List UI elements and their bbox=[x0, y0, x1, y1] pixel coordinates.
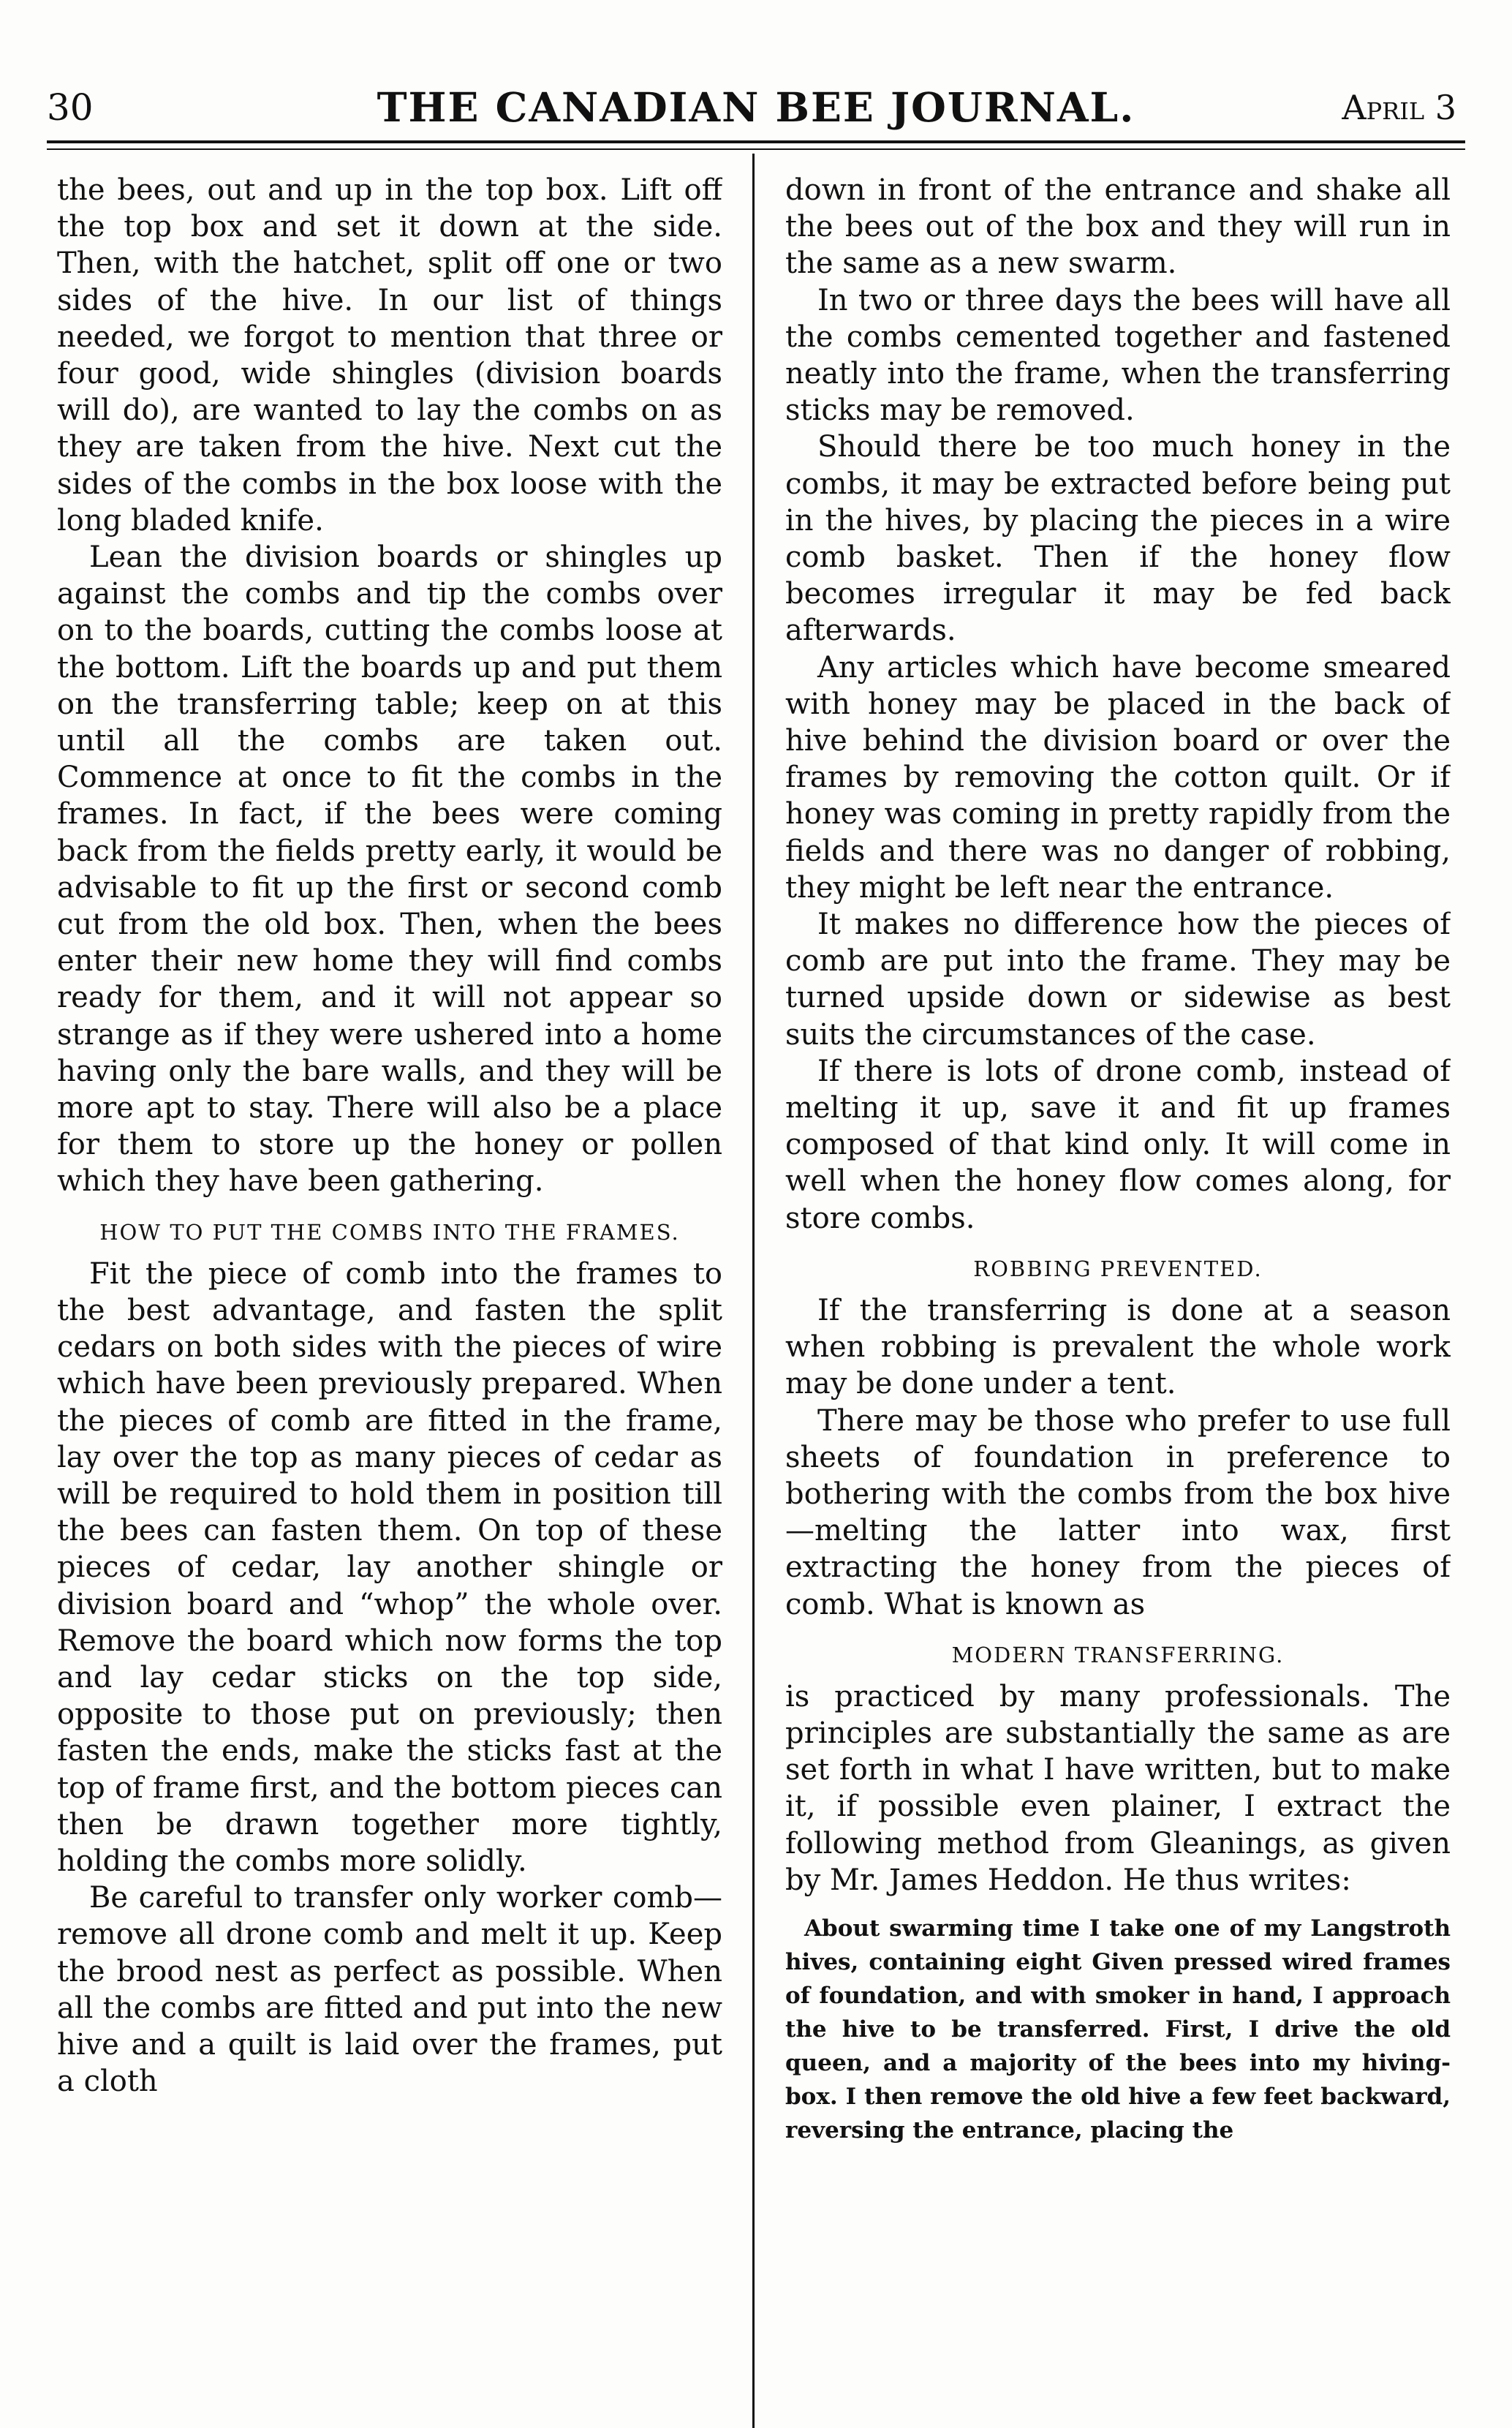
journal-page bbox=[47, 73, 1465, 2355]
journal-title: THE CANADIAN BEE JOURNAL. bbox=[377, 83, 1135, 131]
section-heading: ROBBING PREVENTED. bbox=[973, 1256, 1263, 1281]
section-heading: HOW TO PUT THE COMBS INTO THE FRAMES. bbox=[99, 1219, 680, 1245]
paragraph: It makes no difference how the pieces of comb are put into the frame. They may be turned upside down or sidewise as best suits the circumstances of the case. bbox=[785, 908, 1451, 1052]
paragraph: If there is lots of drone comb, instead of melting it up, save it and fit up frames composed of that kind only. It will come in well when the honey flow comes along, for store combs. bbox=[785, 1054, 1451, 1235]
page-number: 30 bbox=[47, 86, 94, 129]
paragraph: Fit the piece of comb into the frames to the best advantage, and fasten the split cedars on both sides with the pieces of wire which have been previously prepared. When the pieces of comb are fitted in the frame, lay over the top as many pieces of cedar as will be required to hold them in position till the bees can fasten them. On top of these pieces of cedar, lay another shingle or division board and “whop” the whole over. Remove the board which now forms the top and lay cedar sticks on the top side, opposite to those put on previously; then fasten the ends, make the sticks fast at the top of frame first, and the bottom pieces can then be drawn together more tightly, holding the combs more solidly. bbox=[57, 1256, 722, 1878]
right-column bbox=[785, 172, 1451, 2359]
paragraph: is practiced by many professionals. The principles are substantially the same as are set forth in what I have written, but to make it, if possible even plainer, I extract the following method from Gleanings, as given by Mr. James Heddon. He thus writes: bbox=[785, 1679, 1451, 1897]
quoted-extract bbox=[785, 1912, 1451, 2147]
quote-paragraph: About swarming time I take one of my Langstroth hives, containing eight Given pressed wired frames of foundation, and with smoker in hand, I approach the hive to be transferred. First, I drive the old queen, and a majority of the bees into my hiving-box. I then remove the old hive a few feet backward, reversing the entrance, placing the bbox=[785, 1915, 1451, 2144]
paragraph: If the transferring is done at a season when robbing is prevalent the whole work may be done under a tent. bbox=[785, 1293, 1451, 1401]
header-rule-thick bbox=[47, 140, 1465, 143]
paragraph: Any articles which have become smeared with honey may be placed in the back of hive behind the division board or over the frames by removing the cotton quilt. Or if honey was coming in pretty rapidly from the fields and there was no danger of robbing, they might be left near the entrance. bbox=[785, 650, 1451, 905]
issue-date: April 3 bbox=[1342, 88, 1456, 127]
paragraph: Be careful to transfer only worker comb—remove all drone comb and melt it up. Keep the brood nest as perfect as possible. When all the combs are fitted and put into the new hive and a quilt is laid over the frames, put a cloth bbox=[57, 1881, 722, 2099]
page-header bbox=[47, 73, 1465, 139]
paragraph: the bees, out and up in the top box. Lift off the top box and set it down at the side. Then, with the hatchet, split off one or two sides of the hive. In our list of things needed, we forgot to mention that three or four good, wide shingles (division boards will do), are wanted to lay the combs on as they are taken from the hive. Next cut the sides of the combs in the box loose with the long bladed knife. bbox=[57, 173, 722, 538]
paragraph: There may be those who prefer to use full sheets of foundation in preference to bothering with the combs from the box hive—melting the latter into wax, first extracting the honey from the pieces of comb. What is known as bbox=[785, 1403, 1451, 1621]
header-rule-thin bbox=[47, 148, 1465, 150]
column-divider bbox=[752, 154, 755, 2428]
paragraph: Lean the division boards or shingles up against the combs and tip the combs over on to the boards, cutting the combs loose at the bottom. Lift the boards up and put them on the transferring table; keep on at this until all the combs are taken out. Commence at once to fit the combs in the frames. In fact, if the bees were coming back from the fields pretty early, it would be advisable to fit up the first or second comb cut from the old box. Then, when the bees enter their new home they will find combs ready for them, and it will not appear so strange as if they were ushered into a home having only the bare walls, and they will be more apt to stay. There will also be a place for them to store up the honey or pollen which they have been gathering. bbox=[57, 540, 722, 1199]
paragraph: down in front of the entrance and shake all the bees out of the box and they will run in the same as a new swarm. bbox=[785, 173, 1451, 281]
left-column bbox=[57, 172, 722, 2359]
paragraph: Should there be too much honey in the combs, it may be extracted before being put in the hives, by placing the pieces in a wire comb basket. Then if the honey flow becomes irregular it may be fed back afterwards. bbox=[785, 430, 1451, 648]
paragraph: In two or three days the bees will have all the combs cemented together and fastened neatly into the frame, when the transferring sticks may be removed. bbox=[785, 283, 1451, 428]
section-heading: MODERN TRANSFERRING. bbox=[951, 1642, 1285, 1667]
